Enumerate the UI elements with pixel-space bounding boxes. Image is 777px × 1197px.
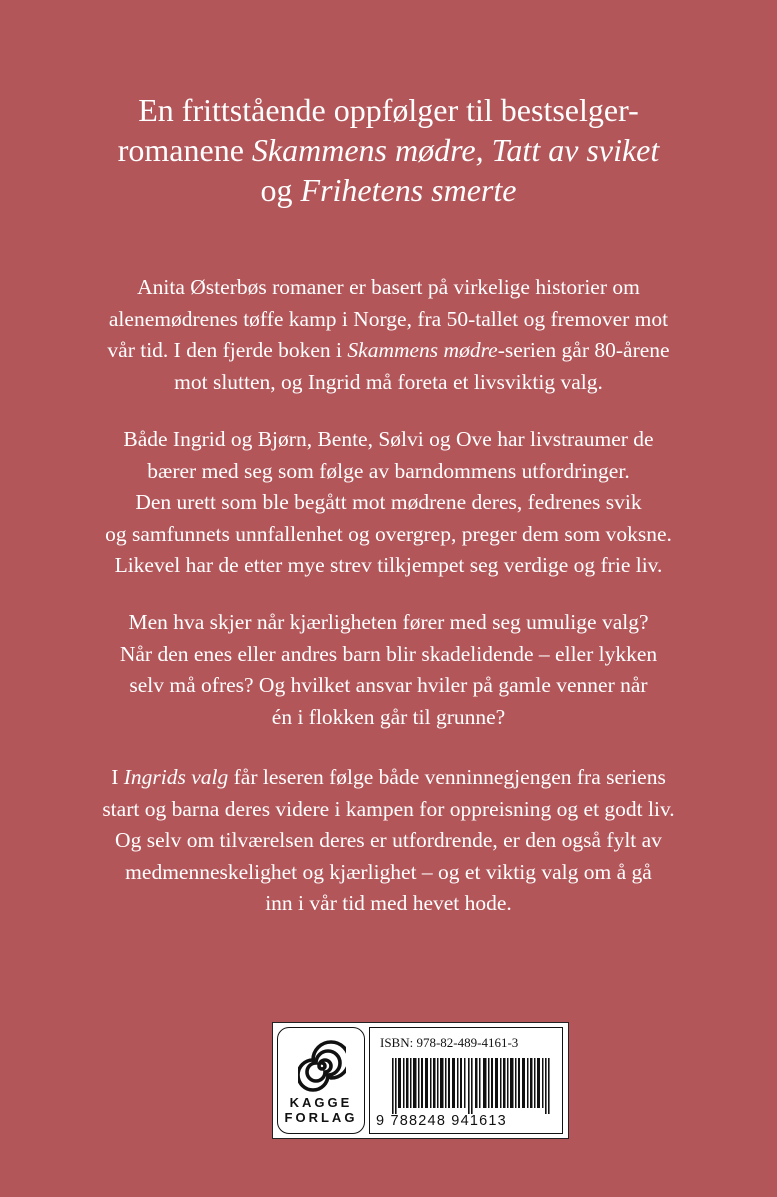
headline-line-3-text: og bbox=[260, 172, 301, 208]
isbn-label: ISBN: 978-82-489-4161-3 bbox=[380, 1035, 519, 1050]
paragraph-line bbox=[70, 335, 707, 367]
paragraph-questions bbox=[70, 607, 707, 733]
publisher-name: KAGGE bbox=[289, 1095, 353, 1110]
series-titles: Skammens mødre, Tatt av sviket bbox=[251, 132, 660, 168]
paragraph-line: bærer med seg som følge av barndommens utfordringer. bbox=[147, 458, 630, 483]
paragraph-line: Den urett som ble begått mot mødrene deres, fedrenes svik bbox=[135, 490, 642, 514]
barcode-digits: 9 788248 941613 bbox=[376, 1113, 507, 1129]
publisher-logo bbox=[277, 1027, 365, 1134]
paragraph-line: Anita Østerbøs romaner er basert på virkelige historier om bbox=[137, 275, 640, 299]
spiral-logo-icon bbox=[298, 1036, 346, 1092]
headline bbox=[60, 90, 717, 210]
headline-line-2-text: romanene bbox=[117, 132, 252, 168]
paragraph-line: Når den enes eller andres barn blir skadelidende – eller lykken bbox=[119, 641, 658, 666]
paragraph-line: start og barna deres videre i kampen for oppreisning og et godt liv. bbox=[102, 796, 675, 821]
series-title: Skammens mødre bbox=[347, 338, 498, 362]
headline-line-1: En frittstående oppfølger til bestselger- bbox=[138, 92, 639, 128]
paragraph-line: Likevel har de etter mye strev tilkjempet seg verdige og frie liv. bbox=[114, 553, 663, 577]
book-title: Ingrids valg bbox=[123, 765, 229, 789]
paragraph-line: mot slutten, og Ingrid må foreta et livsviktig valg. bbox=[174, 369, 603, 394]
paragraph-text: vår tid. I den fjerde boken i bbox=[107, 338, 348, 362]
paragraph-text: I bbox=[111, 765, 124, 789]
paragraph-text: -serien går 80-årene bbox=[497, 338, 670, 362]
paragraph-line: inn i vår tid med hevet hode. bbox=[265, 891, 512, 915]
headline-line-3 bbox=[60, 170, 717, 210]
headline-line-2 bbox=[60, 130, 717, 170]
paragraph-line bbox=[70, 762, 707, 794]
paragraph-line: alenemødrenes tøffe kamp i Norge, fra 50-tallet og fremover mot bbox=[108, 306, 669, 331]
barcode bbox=[392, 1058, 550, 1114]
publisher-barcode-block bbox=[272, 1022, 569, 1139]
paragraph-line: medmenneskelighet og kjærlighet – og et viktig valg om å gå bbox=[125, 859, 652, 884]
barcode-area bbox=[369, 1027, 563, 1134]
paragraph-line: og samfunnets unnfallenhet og overgrep, preger dem som voksne. bbox=[105, 521, 672, 546]
paragraph-text: får leseren følge både venninnegjengen fra seriens bbox=[228, 765, 666, 789]
publisher-name-forlag: FORLAG bbox=[284, 1110, 358, 1125]
paragraph-line: Både Ingrid og Bjørn, Bente, Sølvi og Ove har livstraumer de bbox=[123, 427, 654, 451]
paragraph-line: selv må ofres? Og hvilket ansvar hviler på gamle venner når bbox=[129, 673, 648, 697]
paragraph-summary bbox=[70, 762, 707, 920]
paragraph-line: Men hva skjer når kjærligheten fører med seg umulige valg? bbox=[128, 610, 649, 634]
paragraph-intro bbox=[70, 272, 707, 398]
paragraph-characters bbox=[70, 424, 707, 582]
series-title-frihetens-smerte: Frihetens smerte bbox=[300, 172, 517, 208]
paragraph-line: én i flokken går til grunne? bbox=[271, 704, 506, 729]
paragraph-line: Og selv om tilværelsen deres er utfordrende, er den også fylt av bbox=[115, 828, 662, 852]
